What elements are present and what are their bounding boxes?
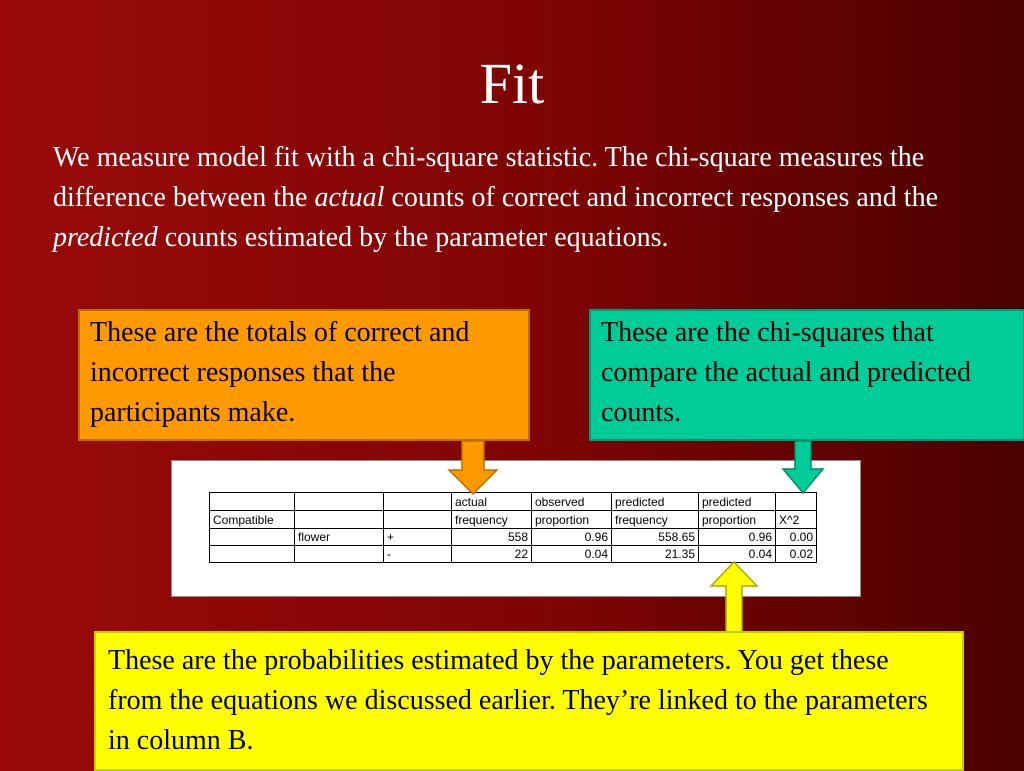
table-cell: 0.00 — [776, 529, 817, 546]
orange-down-arrow — [449, 441, 497, 494]
intro-emphasis-predicted: predicted — [53, 222, 158, 253]
table-header-cell: Compatible — [210, 511, 295, 529]
table-cell: 0.04 — [699, 546, 776, 563]
intro-text-2: counts of correct and incorrect responses and the — [384, 182, 939, 213]
table-header-cell: predicted — [699, 493, 776, 511]
table-cell: + — [384, 529, 452, 546]
table-cell: 558.65 — [612, 529, 699, 546]
table-cell: 22 — [452, 546, 532, 563]
table-cell: - — [384, 546, 452, 563]
table-cell: 558 — [452, 529, 532, 546]
table-header-cell: frequency — [612, 511, 699, 529]
table-cell: 21.35 — [612, 546, 699, 563]
intro-text-1: We measure model fit with a chi-square statistic. The chi-square measures the difference between the — [53, 142, 925, 213]
teal-down-arrow — [783, 441, 823, 493]
table-header-cell: proportion — [699, 511, 776, 529]
table-cell: 0.96 — [699, 529, 776, 546]
table-header-cell: predicted — [612, 493, 699, 511]
table-header-cell: observed — [532, 493, 612, 511]
callout-chi-squares: These are the chi-squares that compare the actual and predicted counts. — [589, 309, 1024, 441]
slide-title: Fit — [479, 51, 545, 116]
table-header-cell: frequency — [452, 511, 532, 529]
table-cell: 0.96 — [532, 529, 612, 546]
table-cell: 0.02 — [776, 546, 817, 563]
table-header-cell: X^2 — [776, 511, 817, 529]
yellow-up-arrow — [711, 562, 757, 632]
table-header-cell: actual — [452, 493, 532, 511]
table-header-cell: proportion — [532, 511, 612, 529]
intro-emphasis-actual: actual — [314, 182, 385, 213]
table-cell: flower — [295, 529, 384, 546]
intro-text-3: counts estimated by the parameter equations. — [157, 222, 669, 253]
callout-totals: These are the totals of correct and incorrect responses that the participants make. — [78, 309, 530, 441]
callout-probabilities: These are the probabilities estimated by the parameters. You get these from the equations we discussed earlier. They’re linked to the parameters in column B. — [94, 631, 964, 771]
table-cell: 0.04 — [532, 546, 612, 563]
